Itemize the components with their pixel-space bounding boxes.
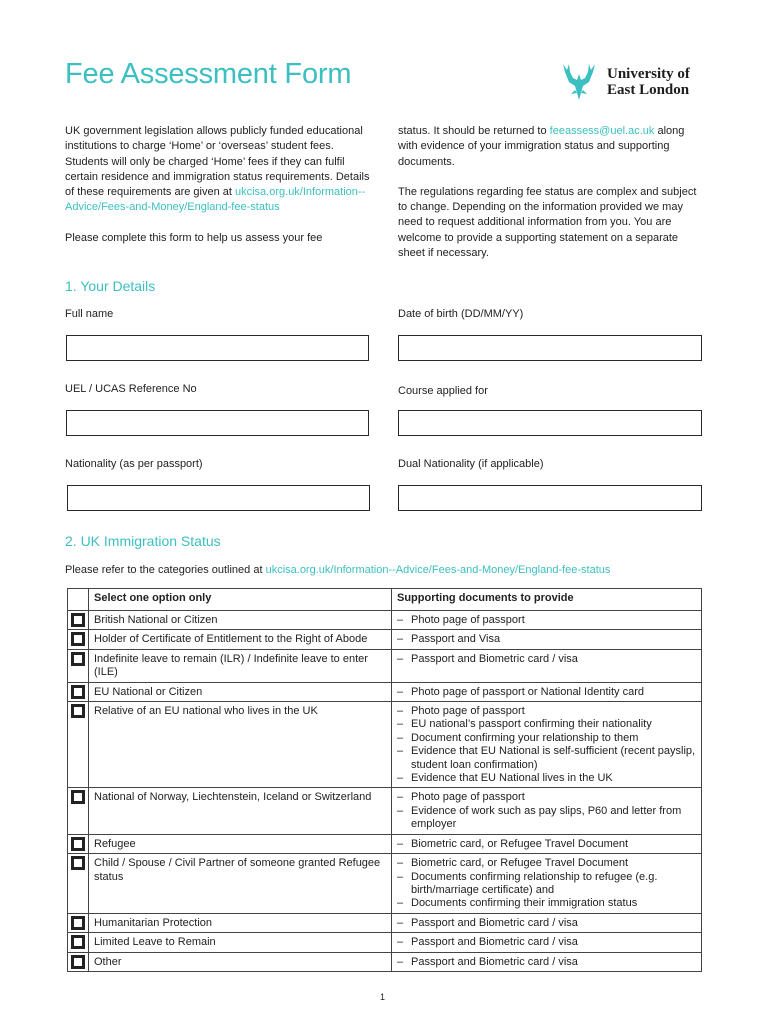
document-text: EU national’s passport confirming their nationality — [411, 718, 652, 731]
document-item — [397, 857, 696, 870]
bullet-dash: – — [397, 857, 404, 870]
document-item — [397, 686, 696, 699]
table-row — [68, 834, 702, 853]
bullet-dash: – — [397, 837, 404, 850]
checkbox-cell — [68, 952, 89, 971]
table-row — [68, 611, 702, 630]
option-checkbox[interactable] — [71, 935, 85, 949]
documents-cell — [392, 834, 702, 853]
document-text: Evidence that EU National lives in the UK — [411, 772, 613, 785]
document-text: Photo page of passport — [411, 791, 525, 804]
document-text: Passport and Visa — [411, 633, 501, 646]
option-label: Limited Leave to Remain — [89, 933, 392, 952]
header-checkbox-cell — [68, 589, 89, 611]
intro-paragraph-4: The regulations regarding fee status are complex and subject to change. Depending on the information provided we may need to request additional information from you. You are welcome to provide a supporting statement on a separate sheet if necessary. — [398, 185, 697, 260]
option-label: EU National or Citizen — [89, 682, 392, 701]
document-item — [397, 897, 696, 910]
dual-nationality-label: Dual Nationality (if applicable) — [398, 458, 544, 470]
checkbox-cell — [68, 788, 89, 834]
document-item — [397, 633, 696, 646]
option-checkbox[interactable] — [71, 916, 85, 930]
dob-label: Date of birth (DD/MM/YY) — [398, 308, 524, 320]
table-row — [68, 702, 702, 788]
document-item — [397, 805, 696, 832]
logo-line-1: University of — [607, 66, 690, 82]
bullet-dash: – — [397, 614, 404, 626]
document-item — [397, 614, 696, 627]
logo-line-2: East London — [607, 82, 690, 98]
checkbox-cell — [68, 702, 89, 788]
option-checkbox[interactable] — [71, 704, 85, 718]
option-checkbox[interactable] — [71, 790, 85, 804]
document-item — [397, 936, 696, 949]
checkbox-cell — [68, 834, 89, 853]
email-link[interactable]: feeassess@uel.ac.uk — [549, 125, 655, 137]
table-row — [68, 649, 702, 682]
bullet-dash: – — [397, 791, 404, 804]
document-text: Documents confirming relationship to refugee (e.g. birth/marriage certificate) and — [411, 870, 658, 896]
section-2-heading: 2. UK Immigration Status — [65, 533, 221, 549]
checkbox-cell — [68, 933, 89, 952]
course-label: Course applied for — [398, 385, 488, 397]
bullet-dash: – — [397, 718, 404, 731]
documents-cell — [392, 854, 702, 914]
dob-field[interactable] — [398, 335, 702, 361]
options-column-header: Select one option only — [89, 589, 392, 611]
section-1-heading: 1. Your Details — [65, 278, 156, 294]
option-checkbox[interactable] — [71, 685, 85, 699]
intro-left-column — [65, 124, 370, 246]
option-checkbox[interactable] — [71, 837, 85, 851]
table-body — [68, 611, 702, 972]
table-row — [68, 788, 702, 834]
nationality-label: Nationality (as per passport) — [65, 458, 203, 470]
checkbox-cell — [68, 913, 89, 932]
option-checkbox[interactable] — [71, 632, 85, 646]
document-item — [397, 956, 696, 969]
bullet-dash: – — [397, 804, 404, 817]
option-label: Child / Spouse / Civil Partner of someone granted Refugee status — [89, 854, 392, 914]
stag-logo-icon — [561, 60, 597, 104]
documents-cell — [392, 702, 702, 788]
document-text: Documents confirming their immigration status — [411, 897, 638, 910]
documents-cell — [392, 952, 702, 971]
document-text: Passport and Biometric card / visa — [411, 936, 578, 949]
page-number: 1 — [380, 992, 386, 1002]
bullet-dash: – — [397, 705, 404, 718]
intro-paragraph-1: UK government legislation allows publicly funded educational institutions to charge ‘Home’ or ‘overseas’ student fees. Students will only be charged ‘Home’ fees if they can fulfil certain residence and immigration status requirements. Details of these requirements are given at ukcisa.org.uk/Information--Advice/Fees-and-Money/England-fee-status — [65, 125, 370, 214]
document-text: Document confirming your relationship to them — [411, 731, 639, 744]
option-label: Relative of an EU national who lives in the UK — [89, 702, 392, 788]
reference-label: UEL / UCAS Reference No — [65, 383, 197, 395]
checkbox-cell — [68, 649, 89, 682]
option-checkbox[interactable] — [71, 613, 85, 627]
checkbox-cell — [68, 611, 89, 630]
option-label: Humanitarian Protection — [89, 913, 392, 932]
document-text: Evidence that EU National is self-sufficient (recent payslip, student loan confirmation) — [411, 745, 696, 771]
option-label: Holder of Certificate of Entitlement to the Right of Abode — [89, 630, 392, 649]
option-label: Refugee — [89, 834, 392, 853]
bullet-dash: – — [397, 633, 404, 646]
option-label: British National or Citizen — [89, 611, 392, 630]
table-row — [68, 933, 702, 952]
table-row — [68, 682, 702, 701]
full-name-label: Full name — [65, 308, 114, 320]
document-item — [397, 791, 696, 804]
option-checkbox[interactable] — [71, 955, 85, 969]
bullet-dash: – — [397, 955, 404, 968]
bullet-dash: – — [397, 916, 404, 929]
refer-link[interactable]: ukcisa.org.uk/Information--Advice/Fees-and-Money/England-fee-status — [265, 564, 611, 576]
documents-cell — [392, 913, 702, 932]
checkbox-cell — [68, 630, 89, 649]
documents-cell — [392, 630, 702, 649]
document-text: Photo page of passport — [411, 614, 525, 626]
checkbox-cell — [68, 854, 89, 914]
table-header-row — [68, 589, 702, 611]
intro-paragraph-3: status. It should be returned to feeassess@uel.ac.uk along with evidence of your immigration status and supporting documents. — [398, 125, 685, 168]
documents-cell — [392, 788, 702, 834]
bullet-dash: – — [397, 731, 404, 744]
document-text: Passport and Biometric card / visa — [411, 916, 578, 929]
table-row — [68, 854, 702, 914]
document-item — [397, 732, 696, 745]
refer-text: Please refer to the categories outlined at ukcisa.org.uk/Information--Advice/Fees-and-Money/England-fee-status — [65, 564, 611, 576]
immigration-status-table — [67, 588, 702, 972]
option-label: National of Norway, Liechtenstein, Iceland or Switzerland — [89, 788, 392, 834]
option-label: Indefinite leave to remain (ILR) / Indefinite leave to enter (ILE) — [89, 649, 392, 682]
documents-cell — [392, 649, 702, 682]
document-text: Biometric card, or Refugee Travel Document — [411, 857, 629, 870]
option-checkbox[interactable] — [71, 652, 85, 666]
document-item — [397, 705, 696, 718]
full-name-field[interactable] — [66, 335, 369, 361]
table-row — [68, 952, 702, 971]
bullet-dash: – — [397, 745, 404, 758]
document-text: Biometric card, or Refugee Travel Document — [411, 837, 629, 850]
document-item — [397, 745, 696, 772]
nationality-field[interactable] — [67, 485, 370, 511]
document-text: Passport and Biometric card / visa — [411, 652, 578, 665]
documents-cell — [392, 933, 702, 952]
intro-right-column — [398, 124, 703, 261]
bullet-dash: – — [397, 870, 404, 883]
document-item — [397, 838, 696, 851]
page-title: Fee Assessment Form — [65, 58, 352, 90]
dual-nationality-field[interactable] — [398, 485, 702, 511]
ukcisa-link[interactable]: ukcisa.org.uk/Information--Advice/Fees-and-Money/England-fee-status — [65, 186, 366, 214]
document-item — [397, 718, 696, 731]
reference-field[interactable] — [66, 410, 369, 436]
document-text: Photo page of passport — [411, 705, 525, 718]
university-logo — [561, 60, 711, 104]
documents-column-header: Supporting documents to provide — [392, 589, 702, 611]
document-text: Photo page of passport or National Identity card — [411, 685, 644, 698]
option-checkbox[interactable] — [71, 856, 85, 870]
document-item — [397, 772, 696, 785]
bullet-dash: – — [397, 936, 404, 949]
bullet-dash: – — [397, 652, 404, 665]
document-item — [397, 917, 696, 930]
table-row — [68, 913, 702, 932]
document-text: Passport and Biometric card / visa — [411, 955, 578, 968]
intro-paragraph-2: Please complete this form to help us assess your fee — [65, 231, 323, 244]
option-label: Other — [89, 952, 392, 971]
documents-cell — [392, 611, 702, 630]
document-item — [397, 871, 696, 898]
document-item — [397, 653, 696, 666]
table-row — [68, 630, 702, 649]
bullet-dash: – — [397, 897, 404, 910]
bullet-dash: – — [397, 685, 404, 698]
documents-cell — [392, 682, 702, 701]
bullet-dash: – — [397, 772, 404, 785]
course-field[interactable] — [398, 410, 702, 436]
document-text: Evidence of work such as pay slips, P60 and letter from employer — [411, 804, 682, 831]
checkbox-cell — [68, 682, 89, 701]
